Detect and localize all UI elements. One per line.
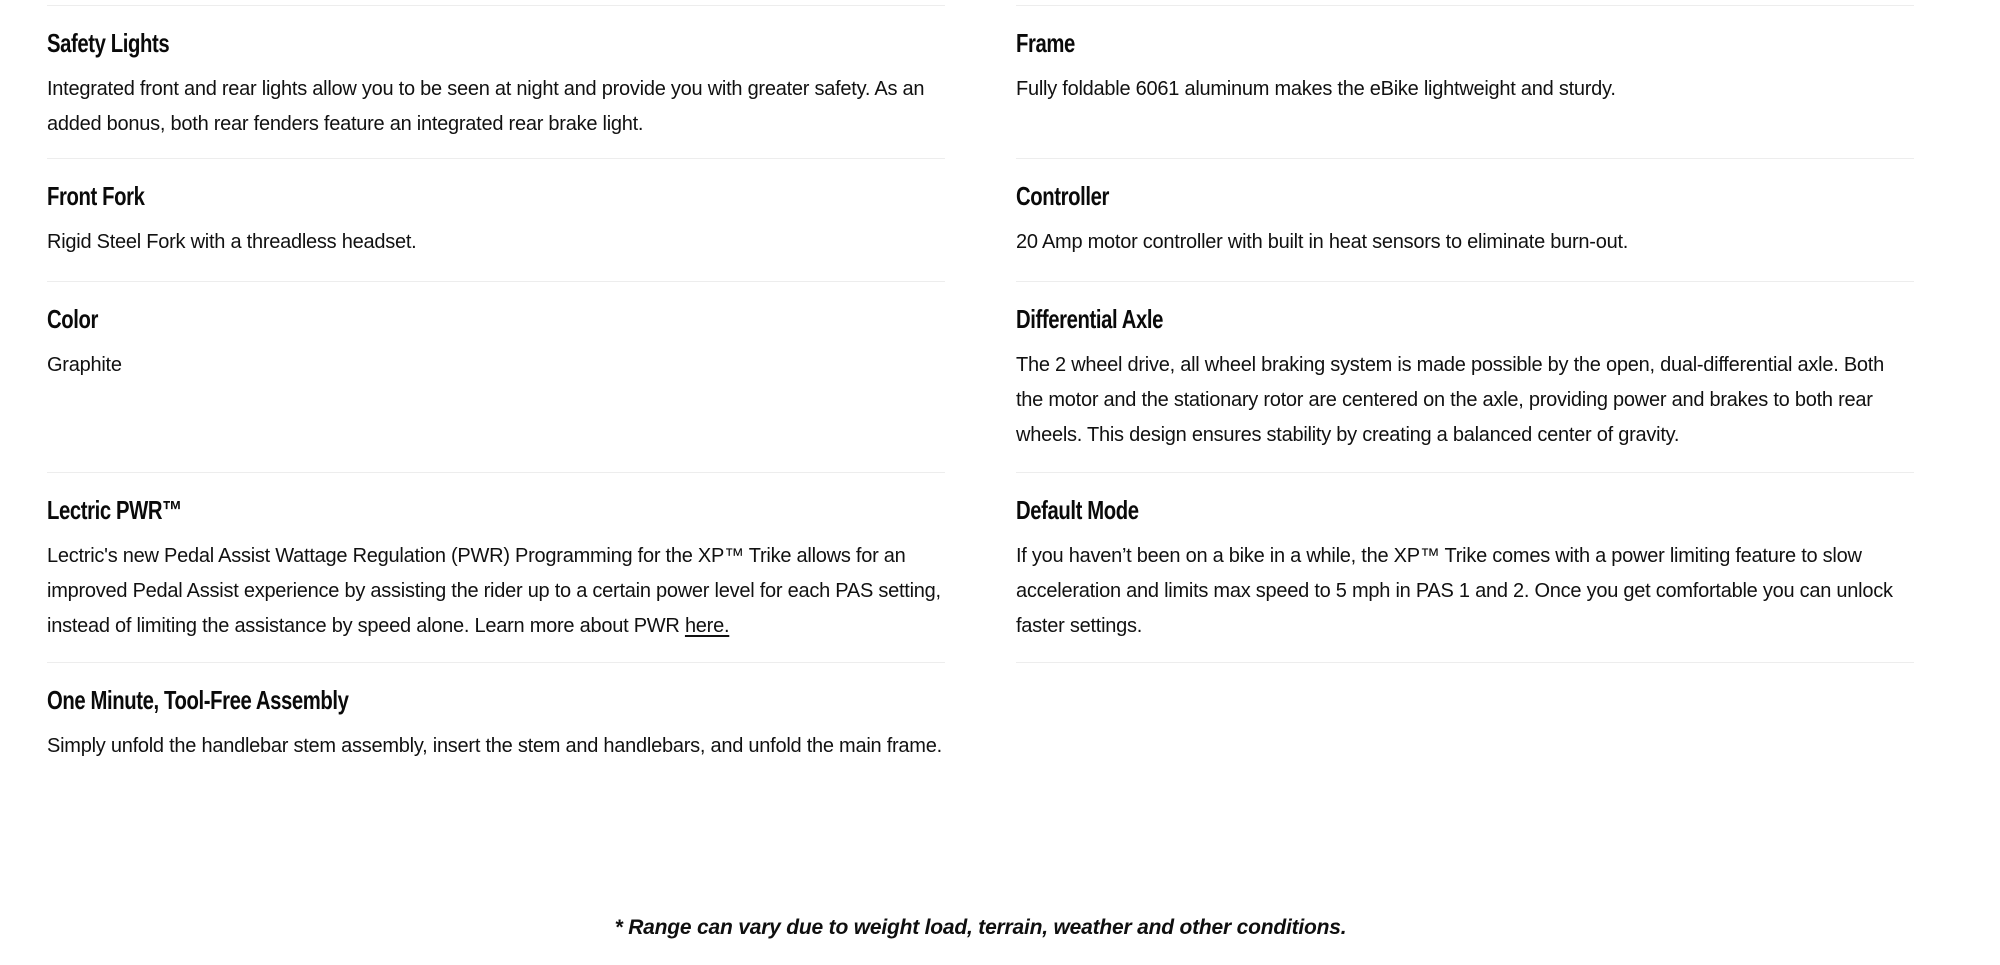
spec-title-lectric-pwr: Lectric PWR™ <box>47 495 183 525</box>
spec-description-default-mode: If you haven’t been on a bike in a while, the XP™ Trike comes with a power limiting feature to slow acceleration and limits max speed to 5 mph in PAS 1 and 2. Once you get comfortable you can unlock faster settings. <box>1016 545 1893 637</box>
specs-grid <box>47 5 1914 764</box>
spec-section-safety-lights <box>47 5 945 158</box>
spec-section-color <box>47 281 945 472</box>
spec-description-controller: 20 Amp motor controller with built in heat sensors to eliminate burn-out. <box>1016 231 1629 253</box>
spec-section-default-mode <box>1016 472 1914 662</box>
spec-title-assembly: One Minute, Tool-Free Assembly <box>47 685 349 715</box>
spec-title-differential-axle: Differential Axle <box>1016 304 1164 334</box>
spec-title-controller: Controller <box>1016 181 1110 211</box>
spec-title-color: Color <box>47 304 99 334</box>
spec-section-assembly <box>47 662 945 764</box>
spec-description-assembly: Simply unfold the handlebar stem assembly, insert the stem and handlebars, and unfold the main frame. <box>47 735 942 757</box>
spec-section-frame <box>1016 5 1914 158</box>
spec-section-front-fork <box>47 158 945 281</box>
spec-section-empty <box>1016 662 1914 764</box>
spec-section-differential-axle <box>1016 281 1914 472</box>
spec-description-frame: Fully foldable 6061 aluminum makes the eBike lightweight and sturdy. <box>1016 78 1616 100</box>
spec-title-front-fork: Front Fork <box>47 181 145 211</box>
spec-section-controller <box>1016 158 1914 281</box>
pwr-learn-more-link[interactable]: here. <box>684 615 730 637</box>
spec-description-lectric-pwr <box>47 539 945 644</box>
spec-section-lectric-pwr <box>47 472 945 662</box>
range-disclaimer: * Range can vary due to weight load, terrain, weather and other conditions. <box>614 916 1347 939</box>
spec-description-color: Graphite <box>47 354 122 376</box>
spec-title-frame: Frame <box>1016 28 1075 58</box>
spec-description-differential-axle: The 2 wheel drive, all wheel braking system is made possible by the open, dual-differential axle. Both the motor and the stationary rotor are centered on the axle, providing power and brakes to both rear wheels. This design ensures stability by creating a balanced center of gravity. <box>1016 354 1884 446</box>
spec-title-default-mode: Default Mode <box>1016 495 1139 525</box>
spec-description-front-fork: Rigid Steel Fork with a threadless headset. <box>47 231 417 253</box>
spec-title-safety-lights: Safety Lights <box>47 28 170 58</box>
spec-description-lectric-pwr-text: Lectric's new Pedal Assist Wattage Regulation (PWR) Programming for the XP™ Trike allows for an improved Pedal Assist experience by assisting the rider up to a certain power level for each PAS setting, instead of limiting the assistance by speed alone. Learn more about PWR <box>47 545 941 637</box>
spec-description-safety-lights: Integrated front and rear lights allow you to be seen at night and provide you with greater safety. As an added bonus, both rear fenders feature an integrated rear brake light. <box>47 78 925 135</box>
